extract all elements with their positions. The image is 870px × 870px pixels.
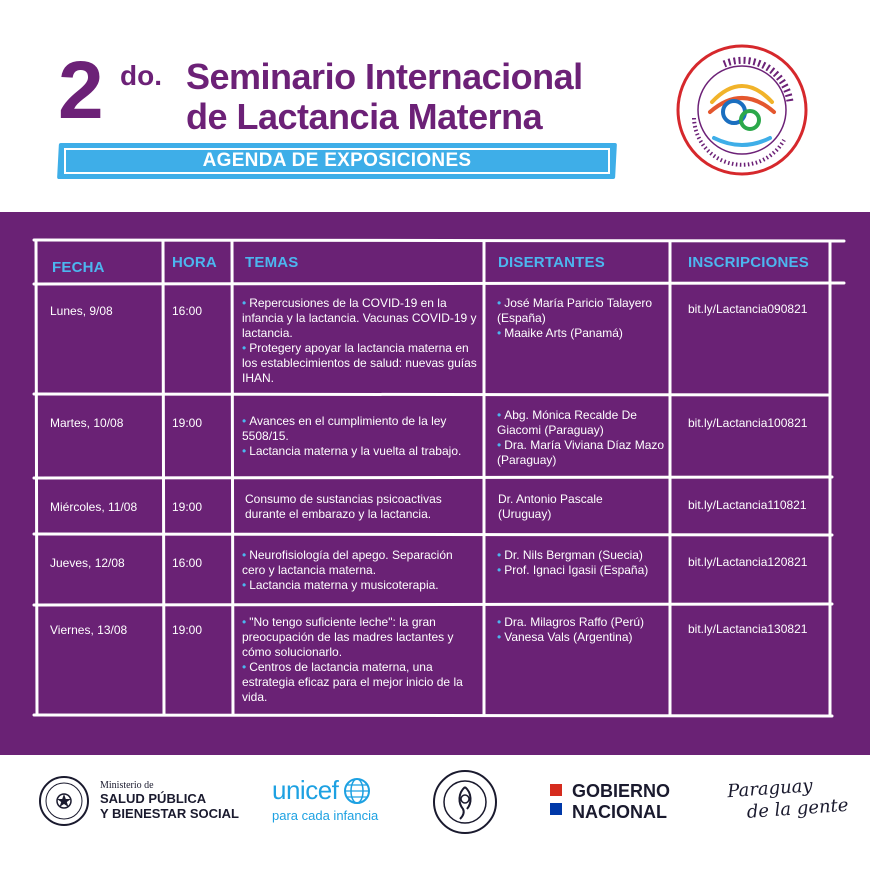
row1-hora: 16:00 (172, 304, 203, 318)
row4-tema-2: • Lactancia materna y musicoterapia. (242, 578, 478, 593)
header-inscripciones: INSCRIPCIONES (688, 254, 809, 271)
row1-tema-1: • Repercusiones de la COVID-19 en la infancia y la lactancia. Vacunas COVID-19 y lactancia. (242, 296, 478, 341)
header-temas: TEMAS (245, 254, 299, 271)
unicef-logo (272, 775, 378, 823)
paraguay-line1: Paraguay (726, 775, 814, 803)
header-fecha: FECHA (52, 259, 105, 276)
row2-temas (242, 414, 478, 459)
row3-hora: 19:00 (172, 500, 203, 514)
page-title-line1: Seminario Internacional (186, 56, 583, 97)
gobierno-line1: GOBIERNO (572, 781, 671, 801)
agenda-banner (64, 148, 610, 174)
row3-temas (245, 492, 477, 522)
row5-tema-1: • "No tengo suficiente leche": la gran preocupación de las madres lactantes y cómo solucionarlo. (242, 615, 478, 660)
row4-disertante-2: • Prof. Ignaci Igasii (España) (497, 563, 665, 578)
paraguay-flag-icon (550, 784, 562, 796)
row5-disertante-2: • Vanesa Vals (Argentina) (497, 630, 665, 645)
row1-inscripcion-link[interactable]: bit.ly/Lactancia090821 (688, 302, 808, 316)
row4-fecha: Jueves, 12/08 (50, 556, 125, 570)
row3-fecha: Miércoles, 11/08 (50, 500, 138, 514)
row4-hora: 16:00 (172, 556, 203, 570)
header-hora: HORA (172, 254, 217, 271)
ministerio-small: Ministerio de (100, 780, 154, 791)
row5-inscripcion-link[interactable]: bit.ly/Lactancia130821 (688, 622, 808, 636)
row2-tema-2: • Lactancia materna y la vuelta al trabajo. (242, 444, 478, 459)
row5-fecha: Viernes, 13/08 (50, 623, 128, 637)
paraguay-line2: de la gente (746, 794, 850, 823)
header-disertantes: DISERTANTES (498, 254, 605, 271)
row1-disertante-2: • Maaike Arts (Panamá) (497, 326, 665, 341)
row3-disertantes (498, 492, 648, 522)
row2-disertantes (497, 408, 665, 468)
row2-hora: 19:00 (172, 416, 203, 430)
paraguay-flag-icon (550, 803, 562, 815)
row1-disertante-1: • José María Paricio Talayero (España) (497, 296, 665, 326)
row4-inscripcion-link[interactable]: bit.ly/Lactancia120821 (688, 555, 808, 569)
row5-temas (242, 615, 478, 705)
ministerio-line2: Y BIENESTAR SOCIAL (100, 806, 239, 821)
row1-temas (242, 296, 478, 386)
ministerio-line1: SALUD PÚBLICA (100, 791, 207, 806)
ministerio-logo (100, 780, 239, 821)
row1-fecha: Lunes, 9/08 (50, 304, 113, 318)
row5-tema-2: • Centros de lactancia materna, una estrategia eficaz para el mejor inicio de la vida. (242, 660, 478, 705)
paraguay-de-la-gente-logo (727, 773, 850, 825)
breastfeeding-seal-icon (672, 40, 812, 180)
row1-disertantes (497, 296, 665, 341)
unicef-globe-icon (342, 776, 372, 806)
row3-disertante-1: Dr. Antonio Pascale (Uruguay) (498, 492, 603, 521)
title-number: 2 (58, 45, 102, 136)
row2-inscripcion-link[interactable]: bit.ly/Lactancia100821 (688, 416, 808, 430)
row4-disertante-1: • Dr. Nils Bergman (Suecia) (497, 548, 665, 563)
row2-fecha: Martes, 10/08 (50, 416, 124, 430)
row4-temas (242, 548, 478, 593)
gobierno-line2: NACIONAL (572, 802, 667, 822)
national-shield-icon (38, 775, 90, 827)
row2-tema-1: • Avances en el cumplimiento de la ley 5508/15. (242, 414, 478, 444)
unicef-wordmark: unicef (272, 775, 339, 805)
row3-inscripcion-link[interactable]: bit.ly/Lactancia110821 (688, 498, 807, 512)
unicef-tagline: para cada infancia (272, 808, 379, 823)
gobierno-logo (572, 781, 670, 823)
row2-disertante-1: • Abg. Mónica Recalde De Giacomi (Paraguay) (497, 408, 665, 438)
title-suffix: do. (120, 60, 162, 91)
row1-tema-2: • Protegery apoyar la lactancia materna en los establecimientos de salud: nuevas guías IHAN. (242, 341, 478, 386)
row5-hora: 19:00 (172, 623, 203, 637)
pediatrics-society-icon (432, 769, 498, 835)
page-title-line2: de Lactancia Materna (186, 96, 543, 137)
agenda-banner-label: AGENDA DE EXPOSICIONES (202, 150, 472, 171)
agenda-table (0, 212, 870, 755)
row4-disertantes (497, 548, 665, 578)
row3-tema-1: Consumo de sustancias psicoactivas durante el embarazo y la lactancia. (245, 492, 442, 521)
row5-disertantes (497, 615, 665, 645)
row2-disertante-2: • Dra. María Viviana Díaz Mazo (Paraguay) (497, 438, 665, 468)
row4-tema-1: • Neurofisiología del apego. Separación cero y lactancia materna. (242, 548, 478, 578)
footer-logos (0, 755, 870, 870)
row5-disertante-1: • Dra. Milagros Raffo (Perú) (497, 615, 665, 630)
header (0, 0, 870, 212)
